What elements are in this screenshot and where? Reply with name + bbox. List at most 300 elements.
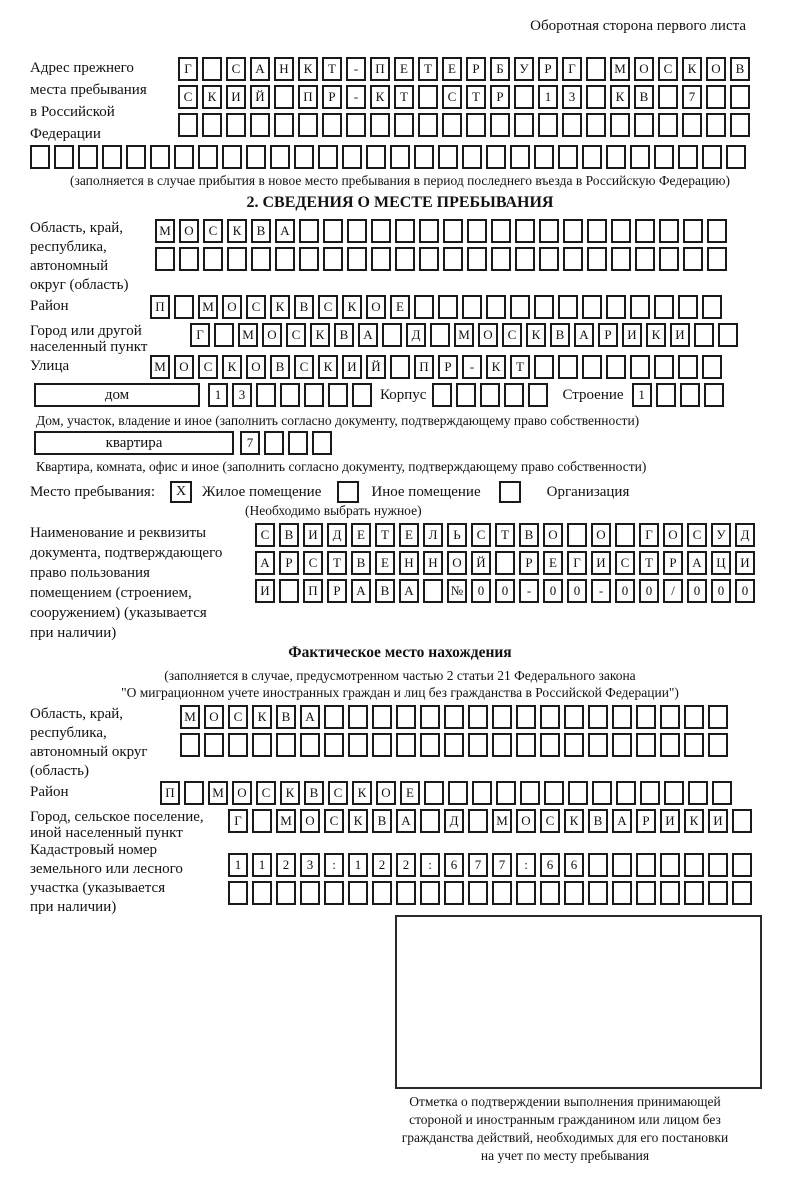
char-cell[interactable] (312, 431, 332, 455)
char-cell[interactable]: И (303, 523, 323, 547)
char-cell[interactable]: В (270, 355, 290, 379)
char-cell[interactable]: 1 (208, 383, 228, 407)
char-cell[interactable] (370, 113, 390, 137)
char-cell[interactable] (467, 247, 487, 271)
char-cell[interactable] (228, 733, 248, 757)
char-cell[interactable]: И (342, 355, 362, 379)
char-cell[interactable]: Г (567, 551, 587, 575)
char-cell[interactable]: 6 (564, 853, 584, 877)
char-cell[interactable]: Д (444, 809, 464, 833)
char-cell[interactable] (251, 247, 271, 271)
char-cell[interactable] (588, 705, 608, 729)
char-cell[interactable] (678, 295, 698, 319)
char-cell[interactable] (274, 113, 294, 137)
char-cell[interactable] (708, 881, 728, 905)
char-cell[interactable] (324, 705, 344, 729)
char-cell[interactable] (586, 113, 606, 137)
char-cell[interactable]: Ц (711, 551, 731, 575)
char-cell[interactable] (438, 145, 458, 169)
char-cell[interactable] (372, 733, 392, 757)
checkbox-other-premises[interactable] (337, 481, 359, 503)
char-cell[interactable]: / (663, 579, 683, 603)
char-cell[interactable]: 0 (711, 579, 731, 603)
char-cell[interactable]: 1 (252, 853, 272, 877)
char-cell[interactable]: Н (399, 551, 419, 575)
char-cell[interactable] (323, 219, 343, 243)
char-cell[interactable]: Г (228, 809, 248, 833)
char-cell[interactable] (659, 219, 679, 243)
char-cell[interactable]: И (735, 551, 755, 575)
char-cell[interactable]: И (255, 579, 275, 603)
char-cell[interactable] (414, 295, 434, 319)
char-cell[interactable]: Т (639, 551, 659, 575)
char-cell[interactable] (684, 853, 704, 877)
char-cell[interactable] (636, 853, 656, 877)
char-cell[interactable] (372, 705, 392, 729)
char-cell[interactable]: О (246, 355, 266, 379)
char-cell[interactable] (198, 145, 218, 169)
char-cell[interactable] (564, 733, 584, 757)
char-cell[interactable] (179, 247, 199, 271)
char-cell[interactable] (658, 85, 678, 109)
char-cell[interactable] (348, 881, 368, 905)
char-cell[interactable]: 3 (232, 383, 252, 407)
char-cell[interactable]: Е (399, 523, 419, 547)
char-cell[interactable] (515, 247, 535, 271)
char-cell[interactable] (606, 295, 626, 319)
char-cell[interactable]: Е (442, 57, 462, 81)
char-cell[interactable]: И (226, 85, 246, 109)
char-cell[interactable] (635, 219, 655, 243)
char-cell[interactable]: Ь (447, 523, 467, 547)
char-cell[interactable] (704, 383, 724, 407)
char-cell[interactable] (419, 247, 439, 271)
char-cell[interactable] (456, 383, 476, 407)
char-cell[interactable]: Т (418, 57, 438, 81)
char-cell[interactable]: 0 (615, 579, 635, 603)
char-cell[interactable]: 0 (471, 579, 491, 603)
char-cell[interactable] (279, 579, 299, 603)
char-cell[interactable]: К (348, 809, 368, 833)
char-cell[interactable] (390, 145, 410, 169)
char-cell[interactable]: К (280, 781, 300, 805)
char-cell[interactable]: А (612, 809, 632, 833)
char-cell[interactable]: В (294, 295, 314, 319)
char-cell[interactable] (694, 323, 714, 347)
char-cell[interactable]: А (399, 579, 419, 603)
char-cell[interactable]: В (588, 809, 608, 833)
char-cell[interactable] (630, 145, 650, 169)
char-cell[interactable]: : (420, 853, 440, 877)
char-cell[interactable]: К (227, 219, 247, 243)
char-cell[interactable] (323, 247, 343, 271)
char-cell[interactable] (298, 113, 318, 137)
char-cell[interactable]: Р (519, 551, 539, 575)
char-cell[interactable] (78, 145, 98, 169)
char-cell[interactable] (707, 247, 727, 271)
char-cell[interactable] (180, 733, 200, 757)
char-cell[interactable] (636, 733, 656, 757)
char-cell[interactable] (656, 383, 676, 407)
char-cell[interactable] (226, 113, 246, 137)
char-cell[interactable]: Р (279, 551, 299, 575)
char-cell[interactable] (491, 219, 511, 243)
char-cell[interactable] (732, 853, 752, 877)
char-cell[interactable] (659, 247, 679, 271)
char-cell[interactable] (423, 579, 443, 603)
char-cell[interactable] (250, 113, 270, 137)
char-cell[interactable] (294, 145, 314, 169)
char-cell[interactable] (420, 881, 440, 905)
char-cell[interactable] (394, 113, 414, 137)
char-cell[interactable] (299, 247, 319, 271)
char-cell[interactable]: Т (495, 523, 515, 547)
char-cell[interactable]: А (255, 551, 275, 575)
char-cell[interactable]: О (478, 323, 498, 347)
char-cell[interactable]: И (622, 323, 642, 347)
char-cell[interactable] (586, 85, 606, 109)
char-cell[interactable] (347, 247, 367, 271)
char-cell[interactable] (443, 247, 463, 271)
char-cell[interactable] (468, 809, 488, 833)
char-cell[interactable] (382, 323, 402, 347)
char-cell[interactable] (432, 383, 452, 407)
char-cell[interactable]: Т (322, 57, 342, 81)
char-cell[interactable]: С (502, 323, 522, 347)
char-cell[interactable]: С (246, 295, 266, 319)
char-cell[interactable] (660, 853, 680, 877)
char-cell[interactable]: Т (394, 85, 414, 109)
char-cell[interactable] (222, 145, 242, 169)
char-cell[interactable] (252, 733, 272, 757)
char-cell[interactable] (444, 881, 464, 905)
char-cell[interactable] (486, 145, 506, 169)
char-cell[interactable] (495, 551, 515, 575)
char-cell[interactable] (150, 145, 170, 169)
char-cell[interactable]: Б (490, 57, 510, 81)
char-cell[interactable]: К (564, 809, 584, 833)
char-cell[interactable] (516, 733, 536, 757)
char-cell[interactable]: В (372, 809, 392, 833)
char-cell[interactable] (534, 355, 554, 379)
char-cell[interactable]: И (591, 551, 611, 575)
char-cell[interactable] (558, 355, 578, 379)
char-cell[interactable] (366, 145, 386, 169)
char-cell[interactable] (708, 853, 728, 877)
char-cell[interactable] (654, 355, 674, 379)
house-box[interactable]: дом (34, 383, 200, 407)
char-cell[interactable] (654, 295, 674, 319)
char-cell[interactable] (538, 113, 558, 137)
char-cell[interactable] (612, 733, 632, 757)
char-cell[interactable]: Т (466, 85, 486, 109)
char-cell[interactable] (544, 781, 564, 805)
char-cell[interactable]: К (646, 323, 666, 347)
char-cell[interactable] (155, 247, 175, 271)
char-cell[interactable]: В (276, 705, 296, 729)
char-cell[interactable] (174, 295, 194, 319)
char-cell[interactable]: С (442, 85, 462, 109)
char-cell[interactable] (448, 781, 468, 805)
char-cell[interactable]: С (294, 355, 314, 379)
char-cell[interactable] (588, 733, 608, 757)
char-cell[interactable] (462, 295, 482, 319)
char-cell[interactable] (654, 145, 674, 169)
char-cell[interactable]: Т (510, 355, 530, 379)
char-cell[interactable] (586, 57, 606, 81)
char-cell[interactable] (371, 247, 391, 271)
char-cell[interactable]: С (540, 809, 560, 833)
char-cell[interactable]: В (304, 781, 324, 805)
char-cell[interactable] (726, 145, 746, 169)
char-cell[interactable] (346, 113, 366, 137)
char-cell[interactable] (708, 705, 728, 729)
char-cell[interactable] (516, 881, 536, 905)
char-cell[interactable] (270, 145, 290, 169)
char-cell[interactable]: М (180, 705, 200, 729)
char-cell[interactable]: П (160, 781, 180, 805)
char-cell[interactable] (658, 113, 678, 137)
char-cell[interactable] (587, 247, 607, 271)
char-cell[interactable] (563, 247, 583, 271)
char-cell[interactable] (438, 295, 458, 319)
char-cell[interactable] (491, 247, 511, 271)
char-cell[interactable]: О (447, 551, 467, 575)
char-cell[interactable]: 2 (396, 853, 416, 877)
char-cell[interactable] (419, 219, 439, 243)
char-cell[interactable]: О (634, 57, 654, 81)
char-cell[interactable] (126, 145, 146, 169)
char-cell[interactable] (582, 145, 602, 169)
char-cell[interactable] (203, 247, 223, 271)
char-cell[interactable]: С (226, 57, 246, 81)
char-cell[interactable]: П (303, 579, 323, 603)
char-cell[interactable] (610, 113, 630, 137)
char-cell[interactable]: 7 (492, 853, 512, 877)
char-cell[interactable]: С (471, 523, 491, 547)
char-cell[interactable]: П (370, 57, 390, 81)
char-cell[interactable] (564, 705, 584, 729)
char-cell[interactable] (706, 113, 726, 137)
char-cell[interactable]: Д (406, 323, 426, 347)
char-cell[interactable] (582, 355, 602, 379)
char-cell[interactable]: О (706, 57, 726, 81)
char-cell[interactable]: С (324, 809, 344, 833)
char-cell[interactable] (611, 247, 631, 271)
char-cell[interactable]: - (346, 57, 366, 81)
char-cell[interactable]: В (519, 523, 539, 547)
char-cell[interactable]: М (155, 219, 175, 243)
char-cell[interactable]: В (550, 323, 570, 347)
char-cell[interactable]: А (300, 705, 320, 729)
char-cell[interactable]: В (251, 219, 271, 243)
char-cell[interactable]: Е (543, 551, 563, 575)
char-cell[interactable]: С (228, 705, 248, 729)
char-cell[interactable] (490, 113, 510, 137)
char-cell[interactable] (420, 705, 440, 729)
char-cell[interactable] (534, 295, 554, 319)
char-cell[interactable]: А (275, 219, 295, 243)
char-cell[interactable] (472, 781, 492, 805)
char-cell[interactable] (288, 431, 308, 455)
char-cell[interactable] (348, 705, 368, 729)
char-cell[interactable]: Е (390, 295, 410, 319)
char-cell[interactable] (516, 705, 536, 729)
char-cell[interactable] (480, 383, 500, 407)
char-cell[interactable] (588, 881, 608, 905)
char-cell[interactable]: М (610, 57, 630, 81)
char-cell[interactable] (256, 383, 276, 407)
char-cell[interactable]: 0 (567, 579, 587, 603)
char-cell[interactable]: - (346, 85, 366, 109)
char-cell[interactable] (540, 733, 560, 757)
char-cell[interactable]: К (370, 85, 390, 109)
char-cell[interactable] (688, 781, 708, 805)
char-cell[interactable]: Р (663, 551, 683, 575)
char-cell[interactable] (630, 295, 650, 319)
char-cell[interactable] (328, 383, 348, 407)
char-cell[interactable]: К (352, 781, 372, 805)
char-cell[interactable] (420, 733, 440, 757)
char-cell[interactable]: 0 (687, 579, 707, 603)
char-cell[interactable] (539, 219, 559, 243)
char-cell[interactable] (708, 733, 728, 757)
char-cell[interactable] (660, 705, 680, 729)
char-cell[interactable]: 7 (682, 85, 702, 109)
char-cell[interactable] (528, 383, 548, 407)
char-cell[interactable]: А (250, 57, 270, 81)
char-cell[interactable]: Р (490, 85, 510, 109)
char-cell[interactable]: Р (598, 323, 618, 347)
char-cell[interactable] (702, 355, 722, 379)
char-cell[interactable] (615, 523, 635, 547)
char-cell[interactable] (468, 881, 488, 905)
char-cell[interactable] (396, 881, 416, 905)
char-cell[interactable] (227, 247, 247, 271)
char-cell[interactable]: В (375, 579, 395, 603)
char-cell[interactable]: Р (466, 57, 486, 81)
char-cell[interactable]: Д (327, 523, 347, 547)
char-cell[interactable]: В (351, 551, 371, 575)
char-cell[interactable] (640, 781, 660, 805)
char-cell[interactable] (680, 383, 700, 407)
char-cell[interactable] (424, 781, 444, 805)
char-cell[interactable] (718, 323, 738, 347)
char-cell[interactable]: О (300, 809, 320, 833)
char-cell[interactable]: А (574, 323, 594, 347)
char-cell[interactable] (558, 145, 578, 169)
char-cell[interactable] (372, 881, 392, 905)
char-cell[interactable]: К (342, 295, 362, 319)
char-cell[interactable]: С (615, 551, 635, 575)
char-cell[interactable]: М (276, 809, 296, 833)
char-cell[interactable] (246, 145, 266, 169)
char-cell[interactable] (492, 705, 512, 729)
char-cell[interactable] (414, 145, 434, 169)
char-cell[interactable]: 7 (240, 431, 260, 455)
char-cell[interactable] (444, 705, 464, 729)
char-cell[interactable]: В (279, 523, 299, 547)
char-cell[interactable]: Р (327, 579, 347, 603)
char-cell[interactable]: - (462, 355, 482, 379)
char-cell[interactable] (514, 113, 534, 137)
char-cell[interactable]: С (687, 523, 707, 547)
char-cell[interactable]: И (708, 809, 728, 833)
char-cell[interactable]: А (396, 809, 416, 833)
char-cell[interactable]: В (634, 85, 654, 109)
char-cell[interactable]: - (591, 579, 611, 603)
char-cell[interactable]: У (711, 523, 731, 547)
char-cell[interactable] (324, 881, 344, 905)
char-cell[interactable] (184, 781, 204, 805)
char-cell[interactable] (467, 219, 487, 243)
char-cell[interactable]: С (303, 551, 323, 575)
char-cell[interactable]: Т (327, 551, 347, 575)
char-cell[interactable]: Й (250, 85, 270, 109)
char-cell[interactable] (515, 219, 535, 243)
char-cell[interactable] (443, 219, 463, 243)
char-cell[interactable]: Е (351, 523, 371, 547)
char-cell[interactable]: Г (562, 57, 582, 81)
char-cell[interactable] (300, 881, 320, 905)
char-cell[interactable] (322, 113, 342, 137)
char-cell[interactable]: О (232, 781, 252, 805)
char-cell[interactable] (396, 733, 416, 757)
char-cell[interactable]: Д (735, 523, 755, 547)
char-cell[interactable] (702, 295, 722, 319)
char-cell[interactable]: С (198, 355, 218, 379)
char-cell[interactable] (275, 247, 295, 271)
char-cell[interactable]: К (684, 809, 704, 833)
char-cell[interactable]: П (150, 295, 170, 319)
char-cell[interactable]: К (526, 323, 546, 347)
char-cell[interactable] (564, 881, 584, 905)
char-cell[interactable] (683, 219, 703, 243)
char-cell[interactable] (395, 247, 415, 271)
char-cell[interactable] (444, 733, 464, 757)
char-cell[interactable]: К (682, 57, 702, 81)
char-cell[interactable] (630, 355, 650, 379)
char-cell[interactable] (582, 295, 602, 319)
char-cell[interactable] (348, 733, 368, 757)
char-cell[interactable]: С (203, 219, 223, 243)
char-cell[interactable] (636, 705, 656, 729)
char-cell[interactable]: Р (636, 809, 656, 833)
char-cell[interactable]: 0 (543, 579, 563, 603)
char-cell[interactable] (660, 881, 680, 905)
char-cell[interactable] (706, 85, 726, 109)
char-cell[interactable]: М (208, 781, 228, 805)
char-cell[interactable]: С (256, 781, 276, 805)
char-cell[interactable] (274, 85, 294, 109)
char-cell[interactable]: О (366, 295, 386, 319)
char-cell[interactable] (612, 705, 632, 729)
char-cell[interactable] (562, 113, 582, 137)
char-cell[interactable] (264, 431, 284, 455)
char-cell[interactable] (510, 295, 530, 319)
char-cell[interactable]: О (516, 809, 536, 833)
char-cell[interactable] (492, 733, 512, 757)
char-cell[interactable]: К (270, 295, 290, 319)
char-cell[interactable] (202, 113, 222, 137)
char-cell[interactable] (299, 219, 319, 243)
char-cell[interactable]: : (516, 853, 536, 877)
char-cell[interactable] (496, 781, 516, 805)
char-cell[interactable]: О (262, 323, 282, 347)
checkbox-organization[interactable] (499, 481, 521, 503)
checkbox-residential[interactable]: X (170, 481, 192, 503)
char-cell[interactable]: 1 (538, 85, 558, 109)
